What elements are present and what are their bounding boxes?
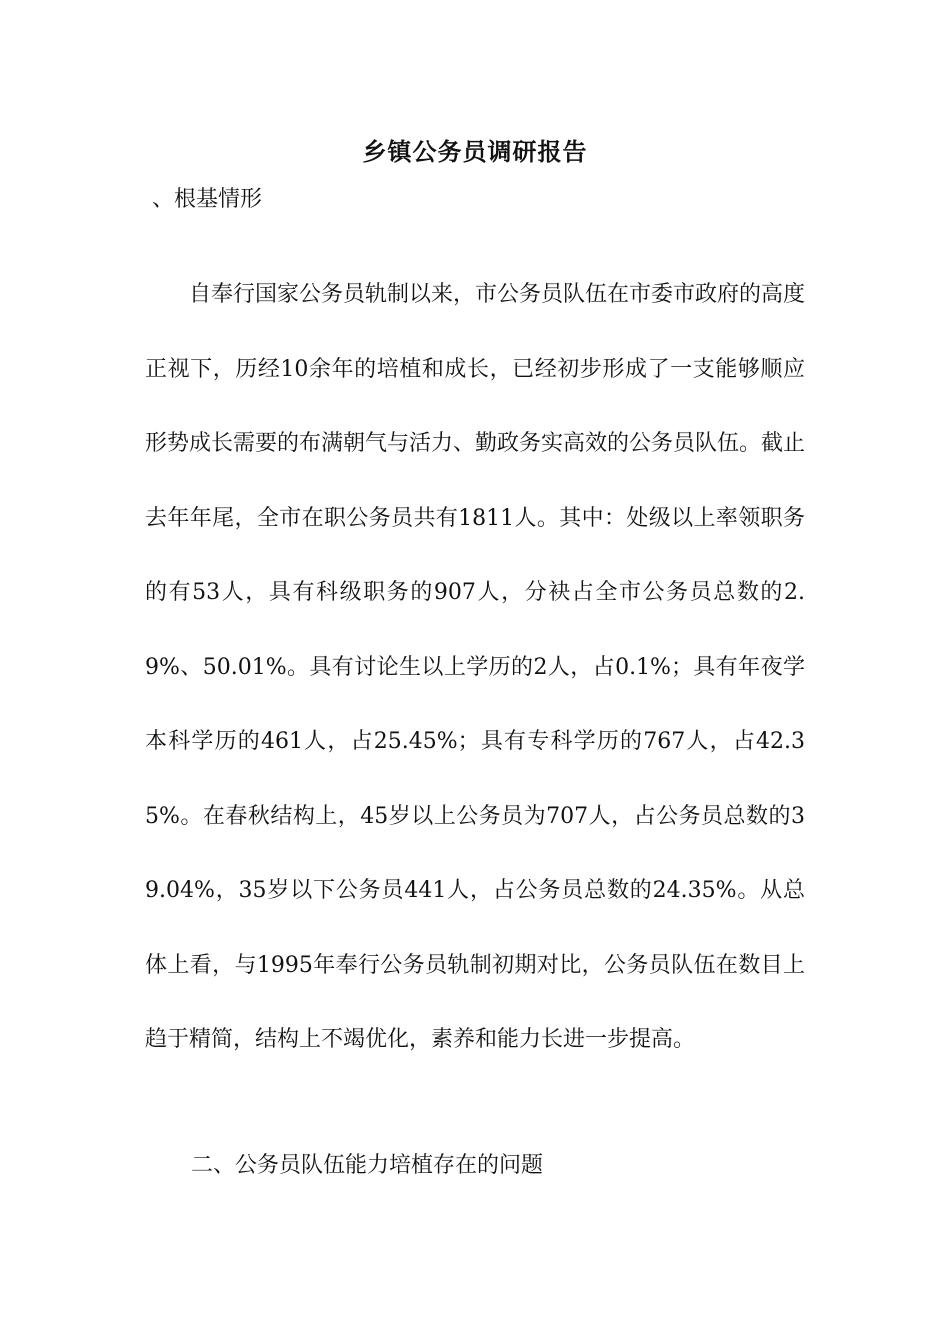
section-heading-problems: 二、公务员队伍能力培植存在的问题 xyxy=(191,1153,544,1178)
document-title: 乡镇公务员调研报告 xyxy=(362,137,588,166)
body-paragraph: 自奉行国家公务员轨制以来，市公务员队伍在市委市政府的高度正视下，历经10余年的培植和成长，已经初步形成了一支能够顺应形势成长需要的布满朝气与活力、勤政务实高效的公务员队伍。截止去年年尾，全市在职公务员共有1811人。其中：处级以上率领职务的有53人，具有科级职务的907人，分袂占全市公务员总数的2.9%、50.01%。具有讨论生以上学历的2人，占0.1%；具有年夜学本科学历的461人，占25.45%；具有专科学历的767人，占42.35%。在春秋结构上，45岁以上公务员为707人，占公务员总数的39.04%，35岁以下公务员441人，占公务员总数的24.35%。从总体上看，与1995年奉行公务员轨制初期对比，公务员队伍在数目上趋于精简，结构上不竭优化，素养和能力长进一步提高。 xyxy=(145,282,806,1052)
section-heading-basic-situation: 、根基情形 xyxy=(152,187,263,212)
